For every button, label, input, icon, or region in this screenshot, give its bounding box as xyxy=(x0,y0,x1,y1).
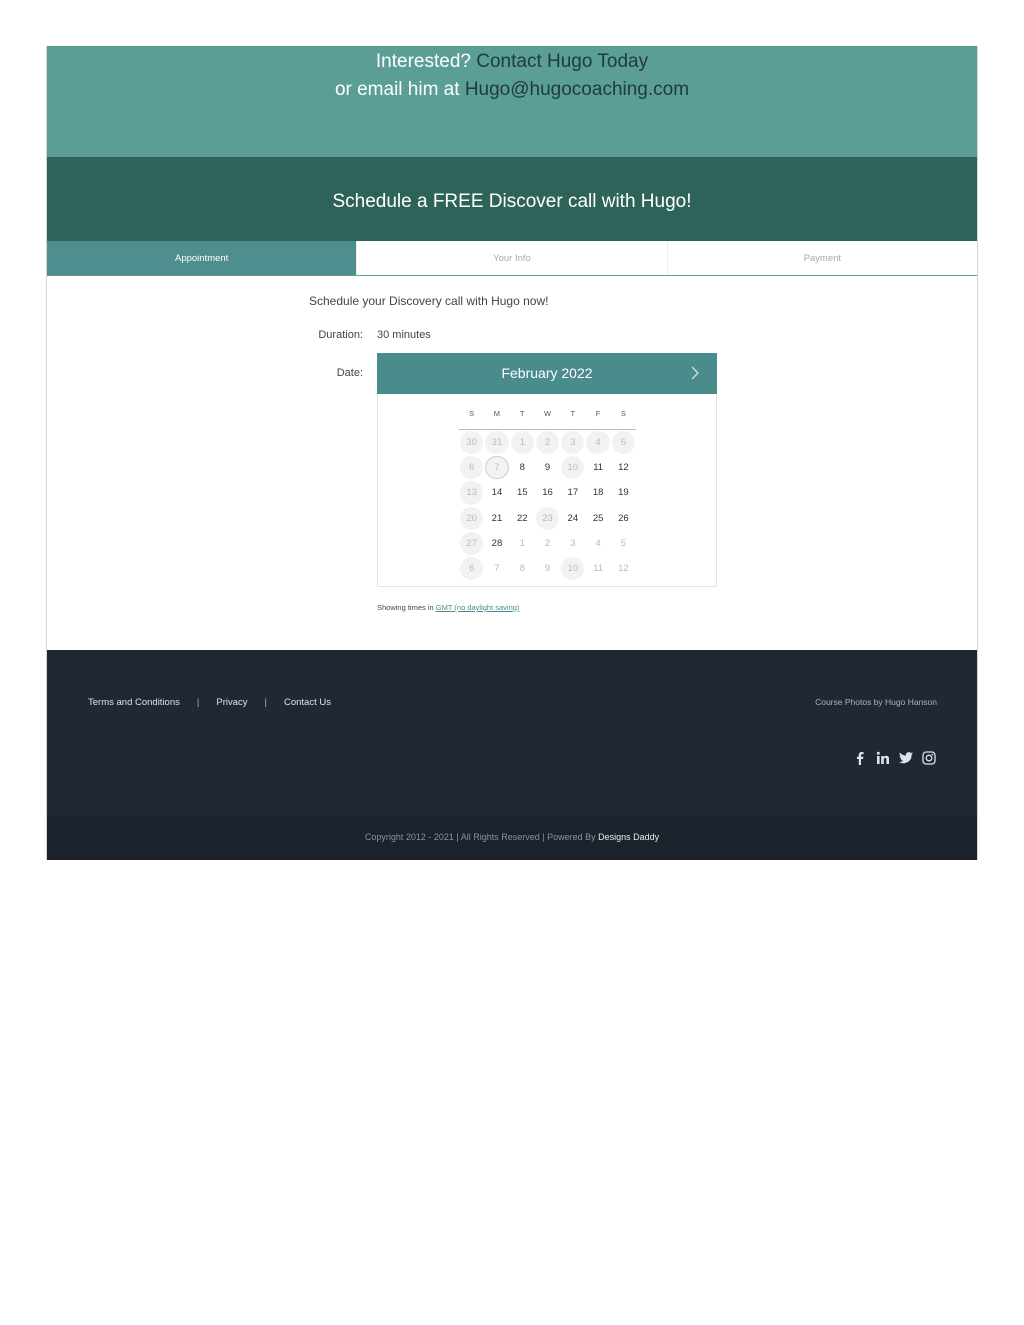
copyright-text xyxy=(47,832,977,842)
calendar-month: February 2022 xyxy=(501,365,593,381)
twitter-icon[interactable] xyxy=(898,750,914,766)
email-link[interactable]: Hugo@hugocoaching.com xyxy=(464,79,690,100)
weekday-label: S xyxy=(469,409,475,418)
calendar-day: 2 xyxy=(536,431,559,454)
email-prefix: or email him at xyxy=(334,79,460,100)
footer-links xyxy=(88,697,331,708)
day-grid xyxy=(459,430,636,581)
calendar-day: 2 xyxy=(544,537,551,549)
weekday-label: M xyxy=(493,409,501,418)
calendar-day[interactable]: 21 xyxy=(491,512,503,524)
calendar-day[interactable]: 26 xyxy=(618,512,629,524)
calendar-day: 4 xyxy=(595,537,601,549)
calendar-day: 31 xyxy=(485,431,508,454)
schedule-header xyxy=(47,157,977,241)
calendar-day[interactable]: 19 xyxy=(618,487,629,499)
contact-us-link[interactable]: Contact Us xyxy=(283,697,331,708)
calendar-day: 27 xyxy=(460,532,483,555)
copyright-bar xyxy=(47,816,977,860)
calendar-day: 30 xyxy=(460,431,483,454)
calendar-day: 10 xyxy=(561,557,584,580)
booking-intro: Schedule your Discovery call with Hugo now! xyxy=(309,294,549,308)
duration-label: Duration: xyxy=(318,329,363,341)
calendar-day[interactable]: 9 xyxy=(544,462,551,474)
calendar-day[interactable]: 15 xyxy=(516,487,528,499)
calendar-day: 1 xyxy=(519,537,525,549)
calendar-day[interactable]: 25 xyxy=(592,512,604,524)
contact-banner xyxy=(47,46,977,157)
calendar-day[interactable]: 28 xyxy=(491,537,503,549)
weekday-label: W xyxy=(543,409,552,418)
calendar-day: 7 xyxy=(485,456,508,479)
calendar-day[interactable]: 14 xyxy=(491,487,503,499)
link-separator: | xyxy=(196,697,200,708)
site-footer xyxy=(47,650,977,816)
copyright-label: Copyright 2012 - 2021 | All Rights Reserved | Powered By xyxy=(364,832,596,842)
calendar-day: 9 xyxy=(544,563,551,575)
contact-hugo-link[interactable]: Contact Hugo Today xyxy=(476,51,649,72)
calendar-day[interactable]: 17 xyxy=(567,487,579,499)
calendar-day: 1 xyxy=(511,431,534,454)
weekday-label: F xyxy=(595,409,601,418)
schedule-title: Schedule a FREE Discover call with Hugo! xyxy=(332,191,692,212)
calendar-day: 4 xyxy=(586,431,609,454)
calendar-day[interactable]: 22 xyxy=(516,512,528,524)
photo-credits: Course Photos by Hugo Hanson xyxy=(815,697,937,707)
tab-appointment[interactable]: Appointment xyxy=(47,241,357,275)
calendar-day: 3 xyxy=(561,431,584,454)
calendar-day[interactable]: 11 xyxy=(593,462,604,474)
linkedin-icon[interactable] xyxy=(875,750,891,766)
social-links xyxy=(852,750,937,766)
calendar-day: 7 xyxy=(494,563,500,575)
calendar-day: 11 xyxy=(593,563,604,575)
tab-your-info[interactable]: Your Info xyxy=(357,241,667,275)
calendar-day[interactable]: 8 xyxy=(519,462,525,474)
page-frame xyxy=(46,46,978,860)
calendar-day: 5 xyxy=(620,537,627,549)
calendar-day: 23 xyxy=(536,507,559,530)
duration-value: 30 minutes xyxy=(377,329,431,341)
contact-prefix: Interested? xyxy=(375,51,471,72)
email-line xyxy=(47,79,977,101)
calendar-day[interactable]: 16 xyxy=(542,487,553,499)
privacy-link[interactable]: Privacy xyxy=(216,697,248,708)
instagram-icon[interactable] xyxy=(921,750,937,766)
weekday-label: T xyxy=(519,409,525,418)
tab-payment[interactable]: Payment xyxy=(668,241,977,275)
calendar-day[interactable]: 24 xyxy=(567,512,579,524)
link-separator: | xyxy=(264,697,267,708)
calendar-header xyxy=(377,353,717,394)
calendar-day: 12 xyxy=(618,563,629,575)
date-picker xyxy=(377,353,717,587)
timezone-prefix: Showing times in xyxy=(377,603,434,612)
contact-line xyxy=(47,51,977,73)
calendar-day: 5 xyxy=(612,431,635,454)
weekday-label: S xyxy=(620,409,626,418)
booking-form xyxy=(47,276,977,650)
booking-steps xyxy=(47,241,977,276)
calendar-day: 6 xyxy=(460,557,483,580)
calendar-day: 20 xyxy=(460,507,483,530)
weekday-header xyxy=(459,409,636,430)
calendar-day: 13 xyxy=(460,481,483,504)
date-label: Date: xyxy=(336,367,363,379)
timezone-note xyxy=(377,603,519,612)
weekday-label: T xyxy=(570,409,576,418)
calendar-day: 6 xyxy=(460,456,483,479)
calendar-day[interactable]: 18 xyxy=(592,487,604,499)
calendar-day: 3 xyxy=(570,537,576,549)
chevron-right-icon[interactable] xyxy=(685,362,705,384)
timezone-link[interactable]: GMT (no daylight saving) xyxy=(435,603,520,612)
facebook-icon[interactable] xyxy=(852,750,868,766)
calendar-day[interactable]: 12 xyxy=(618,462,629,474)
calendar-day: 10 xyxy=(561,456,584,479)
designs-daddy-link[interactable]: Designs Daddy xyxy=(598,832,660,842)
terms-link[interactable]: Terms and Conditions xyxy=(88,697,180,708)
calendar-day: 8 xyxy=(519,563,525,575)
